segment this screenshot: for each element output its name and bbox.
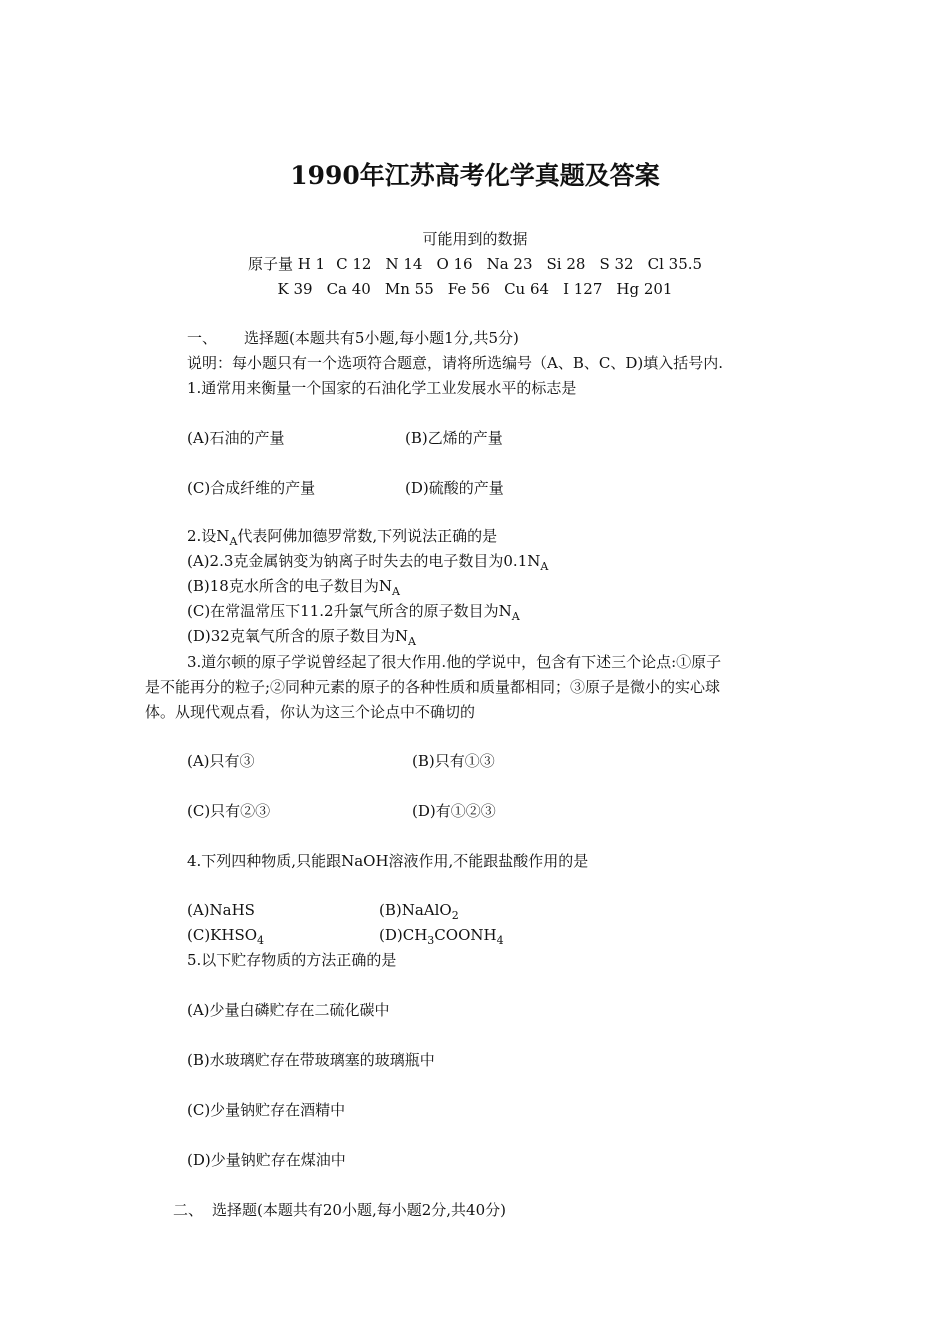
q2-option-d-sub: A (407, 635, 416, 648)
q4-option-c-sub: 4 (257, 934, 265, 947)
q2-option-b-sub: A (391, 585, 400, 598)
q5-stem: 5.以下贮存物质的方法正确的是 (187, 951, 397, 969)
section1-heading: 选择题(本题共有5小题,每小题1分,共5分) (244, 329, 519, 347)
data-header: 可能用到的数据 (422, 230, 528, 248)
q4-stem: 4.下列四种物质,只能跟NaOH溶液作用,不能跟盐酸作用的是 (187, 852, 589, 870)
q2-stem (187, 526, 497, 546)
q4-option-d-text: (D)CH (379, 926, 428, 944)
q3-stem-line3: 体。从现代观点看，你认为这三个论点中不确切的 (145, 703, 476, 721)
q4-option-d (379, 925, 504, 945)
atomic-weight: Ca 40 (326, 280, 371, 298)
atomic-weight: K 39 (277, 280, 313, 298)
q2-option-a-text: (A)2.3克金属钠变为钠离子时失去的电子数目为0.1N (187, 552, 541, 570)
atomic-weight: Cu 64 (504, 280, 550, 298)
q3-option-d: (D)有①②③ (412, 802, 496, 820)
q4-option-c (187, 925, 264, 945)
section1-number: 一、 (187, 329, 218, 347)
q2-option-c (187, 601, 520, 621)
q2-option-a (187, 551, 548, 571)
q2-option-a-sub: A (540, 560, 549, 573)
section1-note: 说明：每小题只有一个选项符合题意，请将所选编号（A、B、C、D)填入括号内. (187, 354, 723, 372)
q3-option-b: (B)只有①③ (412, 752, 495, 770)
q4-option-b-sub: 2 (451, 909, 459, 922)
q4-option-d-mid: COONH (434, 926, 497, 944)
q4-option-c-text: (C)KHSO (187, 926, 258, 944)
atomic-weight: I 127 (563, 280, 603, 298)
atomic-weight: O 16 (436, 255, 473, 273)
q1-option-b: (B)乙烯的产量 (405, 429, 503, 447)
atomic-weight: Mn 55 (384, 280, 434, 298)
q5-option-d: (D)少量钠贮存在煤油中 (187, 1151, 346, 1169)
section2-heading: 选择题(本题共有20小题,每小题2分,共40分) (212, 1201, 506, 1219)
q3-stem-line2: 是不能再分的粒子;②同种元素的原子的各种性质和质量都相同；③原子是微小的实心球 (145, 678, 721, 696)
q3-option-a: (A)只有③ (187, 752, 255, 770)
q2-option-d-text: (D)32克氧气所含的原子数目为N (187, 627, 408, 645)
atomic-weight: Hg 201 (616, 280, 673, 298)
q2-option-c-sub: A (511, 610, 520, 623)
q3-stem-line1: 3.道尔顿的原子学说曾经起了很大作用.他的学说中，包含有下述三个论点:①原子 (187, 653, 722, 671)
atomic-weight: S 32 (599, 255, 634, 273)
q4-option-d-sub1: 3 (427, 934, 435, 947)
q3-option-c: (C)只有②③ (187, 802, 271, 820)
q2-option-c-text: (C)在常温常压下11.2升氯气所含的原子数目为N (187, 602, 512, 620)
q2-stem-post: 代表阿佛加德罗常数,下列说法正确的是 (237, 527, 498, 545)
q4-option-b (379, 900, 459, 920)
q1-option-a: (A)石油的产量 (187, 429, 285, 447)
q1-stem: 1.通常用来衡量一个国家的石油化学工业发展水平的标志是 (187, 379, 577, 397)
atomic-weight: Fe 56 (447, 280, 491, 298)
atomic-weight: 原子量 H 1 (247, 255, 326, 273)
q5-option-a: (A)少量白磷贮存在二硫化碳中 (187, 1001, 390, 1019)
section2-number: 二、 (173, 1201, 204, 1219)
atomic-weight: C 12 (336, 255, 372, 273)
q2-option-b (187, 576, 400, 596)
atomic-weight: Si 28 (546, 255, 586, 273)
q4-option-a: (A)NaHS (187, 901, 255, 919)
q1-option-d: (D)硫酸的产量 (405, 479, 504, 497)
q1-option-c: (C)合成纤维的产量 (187, 479, 316, 497)
q4-option-d-sub2: 4 (496, 934, 504, 947)
atomic-weights-row-2 (0, 279, 950, 299)
atomic-weight: N 14 (385, 255, 423, 273)
q2-stem-sub: A (229, 535, 238, 548)
q2-option-b-text: (B)18克水所含的电子数目为N (187, 577, 392, 595)
q2-option-d (187, 626, 416, 646)
atomic-weight: Na 23 (486, 255, 533, 273)
page-title: 1990年江苏高考化学真题及答案 (290, 161, 660, 190)
q5-option-b: (B)水玻璃贮存在带玻璃塞的玻璃瓶中 (187, 1051, 435, 1069)
q2-stem-pre: 2.设N (187, 527, 230, 545)
q4-option-b-text: (B)NaAlO (379, 901, 452, 919)
atomic-weights-row-1 (0, 254, 950, 274)
atomic-weight: Cl 35.5 (647, 255, 703, 273)
q5-option-c: (C)少量钠贮存在酒精中 (187, 1101, 346, 1119)
